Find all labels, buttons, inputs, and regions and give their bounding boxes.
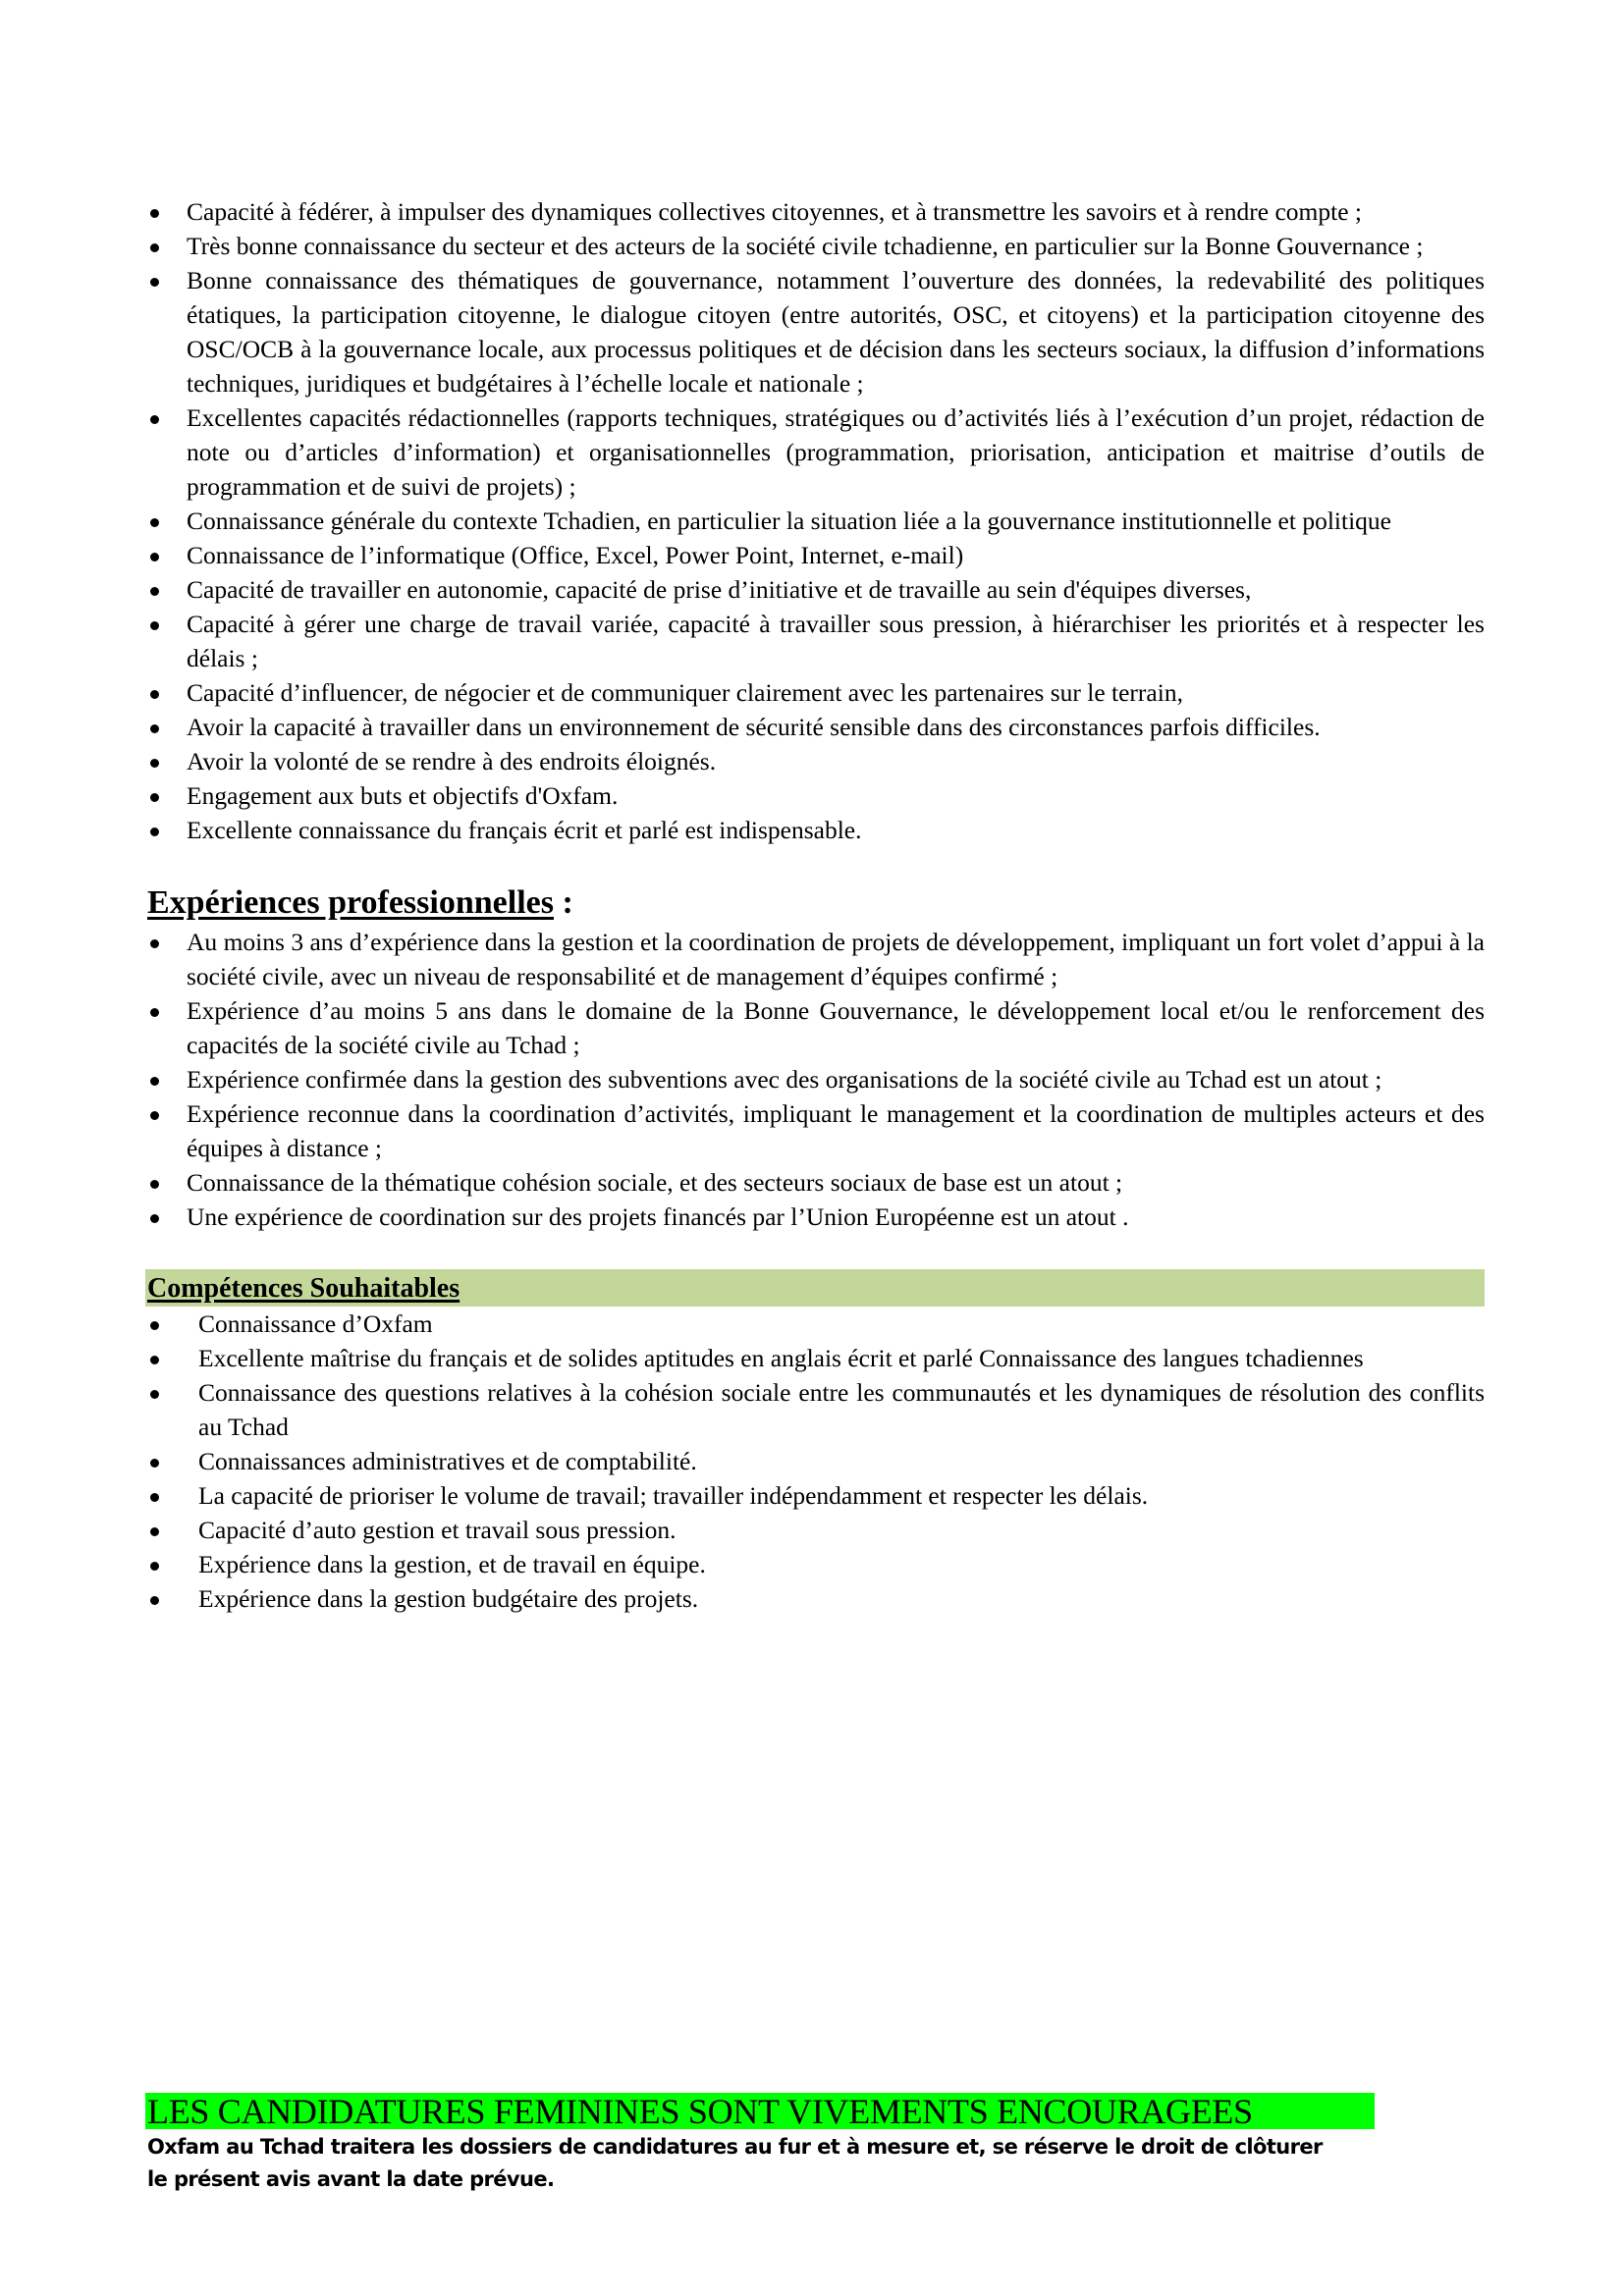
list-item: Au moins 3 ans d’expérience dans la gestion et la coordination de projets de développement, impliquant un fort volet d’appui à la société civile, avec un niveau de responsabilité et de management d’équipes confirmé ;	[145, 925, 1485, 993]
footnote-line-2: le présent avis avant la date prévue.	[147, 2167, 555, 2191]
list-item: Capacité à fédérer, à impulser des dynamiques collectives citoyennes, et à transmettre les savoirs et à rendre compte ;	[145, 194, 1485, 229]
experience-heading-text: Expériences professionnelles	[147, 884, 554, 921]
list-item: Expérience reconnue dans la coordination d’activités, impliquant le management et la coordination de multiples acteurs et des équipes à distance ;	[145, 1096, 1485, 1165]
list-item: Très bonne connaissance du secteur et des acteurs de la société civile tchadienne, en particulier sur la Bonne Gouvernance ;	[145, 229, 1485, 263]
list-item: Une expérience de coordination sur des projets financés par l’Union Européenne est un atout .	[145, 1200, 1485, 1234]
list-item: Expérience confirmée dans la gestion des subventions avec des organisations de la société civile au Tchad est un atout ;	[145, 1062, 1485, 1096]
list-item: Capacité d’influencer, de négocier et de communiquer clairement avec les partenaires sur le terrain,	[145, 675, 1485, 710]
list-item: Excellentes capacités rédactionnelles (rapports techniques, stratégiques ou d’activités liés à l’exécution d’un projet, rédaction de note ou d’articles d’information) et organisationnelles (programmation, priorisation, anticipation et maitrise d’outils de programmation et de suivi de projets) ;	[145, 400, 1485, 504]
list-item: Connaissances administratives et de comptabilité.	[145, 1444, 1485, 1478]
list-item: Connaissance d’Oxfam	[145, 1307, 1485, 1341]
list-item: Expérience dans la gestion budgétaire des projets.	[145, 1581, 1485, 1616]
list-item: Connaissance de l’informatique (Office, Excel, Power Point, Internet, e-mail)	[145, 538, 1485, 572]
experience-heading	[147, 881, 1485, 925]
list-item: Capacité à gérer une charge de travail variée, capacité à travailler sous pression, à hiérarchiser les priorités et à respecter les délais ;	[145, 607, 1485, 675]
list-item: Engagement aux buts et objectifs d'Oxfam.	[145, 778, 1485, 813]
closing-footnote	[147, 2131, 1453, 2196]
desired-skills-heading: Compétences Souhaitables	[147, 1273, 460, 1304]
document-page	[145, 194, 1485, 1616]
list-item: La capacité de prioriser le volume de travail; travailler indépendamment et respecter les délais.	[145, 1478, 1485, 1513]
list-item: Avoir la capacité à travailler dans un environnement de sécurité sensible dans des circonstances parfois difficiles.	[145, 710, 1485, 744]
female-applicants-notice: LES CANDIDATURES FEMININES SONT VIVEMENTS ENCOURAGEES	[145, 2093, 1375, 2129]
footnote-line-1: Oxfam au Tchad traitera les dossiers de candidatures au fur et à mesure et, se réserve le droit de clôturer	[147, 2135, 1323, 2159]
experience-list	[145, 925, 1485, 1234]
list-item: Excellente maîtrise du français et de solides aptitudes en anglais écrit et parlé Connaissance des langues tchadiennes	[145, 1341, 1485, 1375]
list-item: Capacité d’auto gestion et travail sous pression.	[145, 1513, 1485, 1547]
experience-heading-suffix: :	[553, 884, 573, 921]
list-item: Expérience d’au moins 5 ans dans le domaine de la Bonne Gouvernance, le développement local et/ou le renforcement des capacités de la société civile au Tchad ;	[145, 993, 1485, 1062]
desired-skills-heading-band	[145, 1269, 1485, 1307]
list-item: Avoir la volonté de se rendre à des endroits éloignés.	[145, 744, 1485, 778]
list-item: Bonne connaissance des thématiques de gouvernance, notamment l’ouverture des données, la redevabilité des politiques étatiques, la participation citoyenne, le dialogue citoyen (entre autorités, OSC, et citoyens) et la participation citoyenne des OSC/OCB à la gouvernance locale, aux processus politiques et de décision dans les secteurs sociaux, la diffusion d’informations techniques, juridiques et budgétaires à l’échelle locale et nationale ;	[145, 263, 1485, 400]
list-item: Excellente connaissance du français écrit et parlé est indispensable.	[145, 813, 1485, 847]
list-item: Connaissance de la thématique cohésion sociale, et des secteurs sociaux de base est un atout ;	[145, 1165, 1485, 1200]
list-item: Expérience dans la gestion, et de travail en équipe.	[145, 1547, 1485, 1581]
list-item: Connaissance des questions relatives à la cohésion sociale entre les communautés et les dynamiques de résolution des conflits au Tchad	[145, 1375, 1485, 1444]
list-item: Capacité de travailler en autonomie, capacité de prise d’initiative et de travaille au sein d'équipes diverses,	[145, 572, 1485, 607]
list-item: Connaissance générale du contexte Tchadien, en particulier la situation liée a la gouvernance institutionnelle et politique	[145, 504, 1485, 538]
qualifications-list	[145, 194, 1485, 847]
desired-skills-list	[145, 1307, 1485, 1616]
